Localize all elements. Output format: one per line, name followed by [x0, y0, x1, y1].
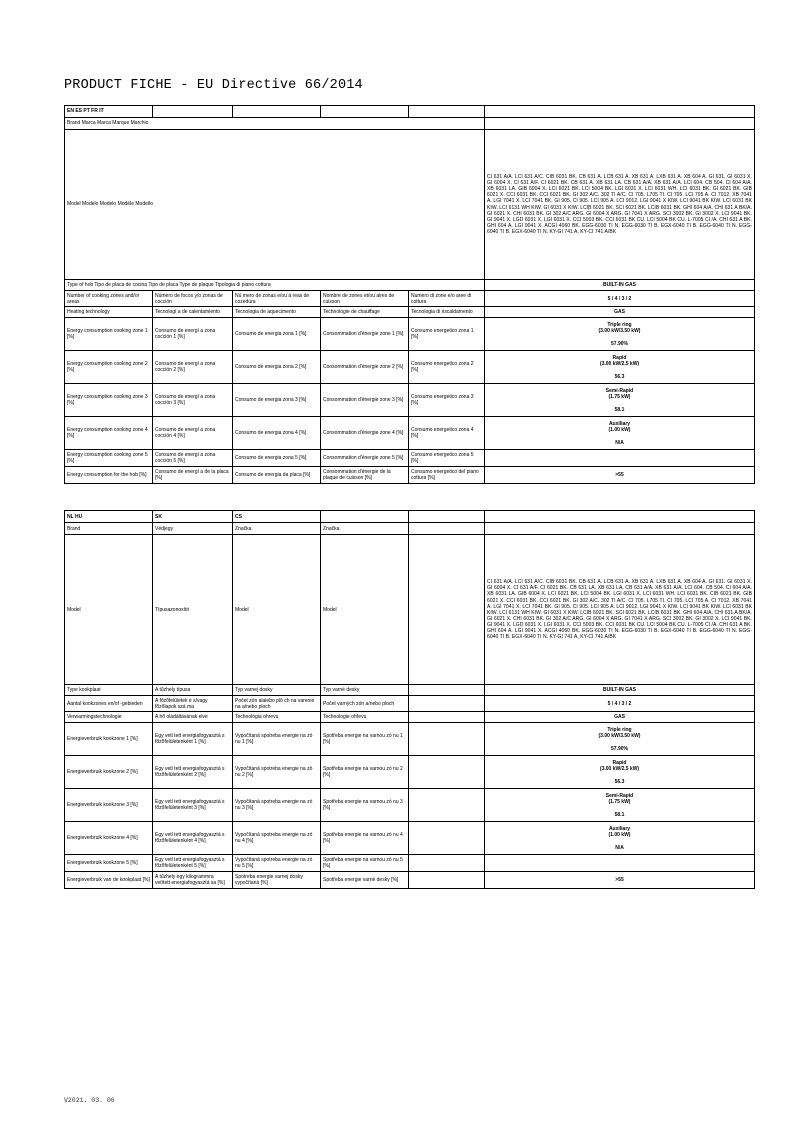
fiche-table-nl-hu-sk-cs	[64, 510, 755, 889]
lang-header-3	[233, 106, 321, 118]
row2-value-zonecount: 5 / 4 / 3 / 2	[485, 696, 755, 712]
row-label-heating-pt: Tecnologia de aquecimento	[233, 307, 321, 318]
document-version: V2021. 03. 06	[64, 1097, 115, 1104]
zone2-efficiency-2: 56.3	[614, 778, 625, 785]
table-header-row	[65, 106, 755, 118]
row-label-zone5-it: Consumo energetico zona 5 [%]	[409, 450, 485, 467]
table-row-hob-type	[65, 280, 755, 291]
row-label-hobtotal-it: Consumo energetico del piano cottura [%]	[409, 467, 485, 484]
row-label-zone1-en: Energy consumption cooking zone 1 [%]	[65, 318, 153, 351]
lang-header-4	[321, 106, 409, 118]
row2-value-zone1	[485, 723, 755, 756]
row2-label-hobtotal-extra	[409, 872, 485, 889]
row2-label-zone2-cs: Spotřeba energie na varnou zó nu 2 [%]	[321, 756, 409, 789]
row2-label-zonecount-hu: A főzőfelületek é s/vagy főzőlapok szá ma	[153, 696, 233, 712]
row2-label-zone4-hu: Egy vetl tett energiafogyasztá s főzőfelületenként 4 [%]	[153, 822, 233, 855]
zone2-burner-power-2: (3.00 kW/2.5 kW)	[599, 765, 640, 772]
zone4-efficiency: N/A	[615, 439, 624, 446]
table2-row-zone-count	[65, 696, 755, 712]
table-row-heating-tech	[65, 307, 755, 318]
row2-label-model-sk: Model	[233, 535, 321, 685]
row-value-heating: GAS	[485, 307, 755, 318]
row2-label-hobtotal-hu: A tűzhely egy kilogrammra vetített energiafogyasztá sa [%]	[153, 872, 233, 889]
row2-label-zone3-hu: Egy vetl tett energiafogyasztá s főzőfelületenként 3 [%]	[153, 789, 233, 822]
row-label-zone3-pt: Consumo de energia zona 3 [%]	[233, 384, 321, 417]
row2-label-zone3-extra	[409, 789, 485, 822]
row-value-zone4	[485, 417, 755, 450]
row2-label-zone2-extra	[409, 756, 485, 789]
row2-value-zone2	[485, 756, 755, 789]
zone1-efficiency-2: 57.90%	[611, 745, 628, 752]
row2-label-zone3-nl: Energieverbruik kookzone 3 [%]	[65, 789, 153, 822]
table-row-zone3	[65, 384, 755, 417]
row2-label-zonecount-nl: Aantal kookzones en/of -gebieden	[65, 696, 153, 712]
row2-label-zone4-cs: Spotřeba energie na varnou zó nu 4 [%]	[321, 822, 409, 855]
table-row-hob-total	[65, 467, 755, 484]
row2-label-brand-extra	[409, 523, 485, 535]
row2-label-hobtype-hu: A tűzhely típusa	[153, 685, 233, 696]
table2-row-zone1	[65, 723, 755, 756]
row2-label-zonecount-extra	[409, 696, 485, 712]
row2-value-heating: GAS	[485, 712, 755, 723]
zone4-burner-name: Auxiliary	[608, 420, 631, 427]
lang2-header-2: SK	[153, 511, 233, 523]
row2-label-brand-sk: Značka	[233, 523, 321, 535]
row2-label-heating-cs: Technologie ohřevu	[321, 712, 409, 723]
zone1-burner-name: Triple ring	[607, 321, 632, 328]
row2-label-model-extra	[409, 535, 485, 685]
row2-label-zone5-nl: Energieverbruik kookzone 5 [%]	[65, 855, 153, 872]
zone3-burner-power: (1.75 kW)	[608, 393, 631, 400]
row-label-zone-count-it: Numero di zone e/o aree di cottura	[409, 291, 485, 307]
row2-value-model-list: CI 631 A/A. LCI 631 A/C. CIB 6031 BK. CB 631 A. LCB 631 A. XB 631 A. LXB 631 A. XB 604 A. GI 631. GI 6031 X. GI 6004 X. CI 631 A/F. CI 6021 BK. CB 631 LA. XB 631 LA. CB 631 A/A. XB 631 A/A. LCI 604. CB 504. CI 604 A/A. XB 6031 LA. GIB 6004 X. LCI 6021 BK. LCI 5004 BK. LGI 6031 X. LCI 6031 WH. LCI 6031 BK. CIB 6021 BK. GIB 6021 X. CCI 6031 BK. CCI 6021 BK. GI 302 A/C. 302 TI A/C. CI 705. L705 TI. CI 705. LCI 705 A. CI 7012. XB 7041 A. LGI 7041 X. LCI 7041 BK. GI 905. CI 905. LCI 905 A. LCI 9012. LGI 9041 X KIW. LCI 9041 BK KIW. LCI 6031 BK KIW. LCI 6131 WH KIW. GI 6031 X KIW. LCIB 6021 BK. SCI 6021 BK. LCIB 6031 BK. GHI 604 A/A. CHI 631 A BK/A. GI 6021 X. CHI 6031 BK. GI 302 A/C ARG. GI 6004 X ARG. GI 7041 X ARG. SCI 3002 BK. GI 3002 X. LCI 9041 BK. GI 9041 X. LGD 6031 X. LGI 6031 X. CCI 5003 BK. CCI 6031 BK CU. LCI 5004 BK CU. L-7005 CI /A. CHI 631 A BK. GHI 604 A. LGI 9041 X. ACGI 4060 BK. EGG-6030 TI N. EGG-6030 TI B. EGX-6040 TI B. EGG-6040 TI N. EGG-6040 TI B. EGX-6040 TI N. KY-GI 741 A, KY-CI 741 A/BK	[485, 535, 755, 685]
row-label-hobtotal-es: Consumo de energí a de la placa [%]	[153, 467, 233, 484]
row2-label-zone1-cs: Spotřeba energie na varnou zó nu 1 [%]	[321, 723, 409, 756]
row-label-zone4-it: Consumo energetico zona 4 [%]	[409, 417, 485, 450]
row-label-zone-count-pt: Nú mero de zonas e/ou á reas de cozedura	[233, 291, 321, 307]
row2-label-zone3-cs: Spotřeba energie na varnou zó nu 3 [%]	[321, 789, 409, 822]
zone4-burner-power: (1.00 kW)	[608, 426, 631, 433]
row2-label-zonecount-cs: Počet varných zón a/nebo ploch	[321, 696, 409, 712]
row-label-heating-fr: Technologie de chauffage	[321, 307, 409, 318]
row-label-zone2-pt: Consumo de energia zona 2 [%]	[233, 351, 321, 384]
row-value-zone-count: 5 / 4 / 3 / 2	[485, 291, 755, 307]
zone4-burner-power-2: (1.00 kW)	[608, 831, 631, 838]
row-label-hobtotal-pt: Consumo de energia da placa [%]	[233, 467, 321, 484]
row2-label-hobtype-cs: Typ varné desky	[321, 685, 409, 696]
row2-label-zone1-nl: Energieverbruik kookzone 1 [%]	[65, 723, 153, 756]
row-label-hobtotal-en: Energy consumption for the hob [%]	[65, 467, 153, 484]
zone3-burner-name-2: Semi-Rapid	[605, 792, 634, 799]
row-label-brand: Brand Marca Marca Marque Marchio	[65, 118, 485, 130]
zone3-burner-power-2: (1.75 kW)	[608, 798, 631, 805]
row-label-zone3-fr: Consommation d'énergie zone 3 [%]	[321, 384, 409, 417]
table2-row-brand	[65, 523, 755, 535]
row2-label-zone5-sk: Vypočítaná spotreba energie na zó nu 5 [%]	[233, 855, 321, 872]
row-label-zone1-it: Consumo energetico zona 1 [%]	[409, 318, 485, 351]
row2-label-zone2-hu: Egy vetl tett energiafogyasztá s főzőfelületenként 2 [%]	[153, 756, 233, 789]
row-label-zone2-en: Energy consumption cooking zone 2 [%]	[65, 351, 153, 384]
table2-row-heating-tech	[65, 712, 755, 723]
row2-value-zone5	[485, 855, 755, 872]
row-label-hobtotal-fr: Consommation d'énergie de la plaque de cuisson [%]	[321, 467, 409, 484]
row2-label-brand-cs: Značka	[321, 523, 409, 535]
table2-row-hob-type	[65, 685, 755, 696]
table2-row-zone5	[65, 855, 755, 872]
row2-label-model-nl: Model	[65, 535, 153, 685]
row2-value-hobtype: BUILT-IN GAS	[485, 685, 755, 696]
row2-label-hobtotal-cs: Spotřeba energie varné desky [%]	[321, 872, 409, 889]
row2-label-hobtype-sk: Typ varnej dosky	[233, 685, 321, 696]
row-label-zone2-fr: Consommation d'énergie zone 2 [%]	[321, 351, 409, 384]
row-label-zone2-es: Consumo de energí a zona cocción 2 [%]	[153, 351, 233, 384]
zone3-efficiency: 58.1	[614, 406, 625, 413]
zone4-burner-name-2: Auxiliary	[608, 825, 631, 832]
row2-label-zone5-extra	[409, 855, 485, 872]
row-label-zone-count-fr: Nombre de zones et/ou aires de cuisson	[321, 291, 409, 307]
row2-label-zone5-hu: Egy vetl tett energiafogyasztá s főzőfelületenként 5 [%]	[153, 855, 233, 872]
row-label-zone5-es: Consumo de energí a zona cocción 5 [%]	[153, 450, 233, 467]
row-value-zone3	[485, 384, 755, 417]
zone1-burner-power-2: (3.00 kW/3.50 kW)	[598, 732, 641, 739]
lang2-header-4	[321, 511, 409, 523]
row-value-hobtotal: >55	[485, 467, 755, 484]
zone2-burner-power: (3.00 kW/2.5 kW)	[599, 360, 640, 367]
table2-row-zone2	[65, 756, 755, 789]
row2-value-hobtotal: >55	[485, 872, 755, 889]
row2-label-zone4-extra	[409, 822, 485, 855]
table2-header-row	[65, 511, 755, 523]
row-value-brand	[485, 118, 755, 130]
row-label-zone4-fr: Consommation d'énergie zone 4 [%]	[321, 417, 409, 450]
row2-label-zone4-sk: Vypočítaná spotreba energie na zó nu 4 [%]	[233, 822, 321, 855]
table2-row-zone4	[65, 822, 755, 855]
row-label-heating-it: Tecnologia di riscaldamento	[409, 307, 485, 318]
row-label-zone4-es: Consumo de energí a zona cocción 4 [%]	[153, 417, 233, 450]
table2-row-model	[65, 535, 755, 685]
zone1-efficiency: 57.90%	[611, 340, 628, 347]
row2-label-zone1-extra	[409, 723, 485, 756]
row2-label-brand-hu: Védjegy	[153, 523, 233, 535]
zone2-burner-name-2: Rapid	[612, 759, 627, 766]
row-label-model: Model Modelo Modelo Modèle Modello	[65, 130, 485, 280]
row-label-zone2-it: Consumo energetico zona 2 [%]	[409, 351, 485, 384]
row-label-zone3-en: Energy consumption cooking zone 3 [%]	[65, 384, 153, 417]
row-label-zone1-pt: Consumo de energia zona 1 [%]	[233, 318, 321, 351]
zone1-burner-power: (3.00 kW/3.50 kW)	[598, 327, 641, 334]
zone2-efficiency: 56.3	[614, 373, 625, 380]
row-label-zone1-fr: Consommation d'énergie zone 1 [%]	[321, 318, 409, 351]
row2-label-model-cs: Model	[321, 535, 409, 685]
row2-label-zone1-sk: Vypočítaná spotreba energie na zó nu 1 [%]	[233, 723, 321, 756]
row-label-zone5-pt: Consumo de energia zona 5 [%]	[233, 450, 321, 467]
table-gap	[64, 484, 754, 510]
row2-label-brand-nl: Brand	[65, 523, 153, 535]
lang-header-5	[409, 106, 485, 118]
lang2-header-5	[409, 511, 485, 523]
zone1-burner-name-2: Triple ring	[607, 726, 632, 733]
row-label-zone1-es: Consumo de energí a zona cocción 1 [%]	[153, 318, 233, 351]
row-value-zone5	[485, 450, 755, 467]
lang2-header-3: CS	[233, 511, 321, 523]
row-value-zone2	[485, 351, 755, 384]
row2-label-hobtotal-sk: Spotreba energie varnej dosky vypočítaná [%]	[233, 872, 321, 889]
row-value-hob-type: BUILT-IN GAS	[485, 280, 755, 291]
row-label-zone3-es: Consumo de energí a zona cocción 3 [%]	[153, 384, 233, 417]
row2-label-zone3-sk: Vypočítaná spotreba energie na zó nu 3 [%]	[233, 789, 321, 822]
lang-header-1: EN ES PT FR IT	[65, 106, 153, 118]
row2-label-zonecount-sk: Počet zón alalebo plô ch na varenie na a/nebo ploch	[233, 696, 321, 712]
row2-label-heating-sk: Technológia ohrevu	[233, 712, 321, 723]
lang2-header-1: NL HU	[65, 511, 153, 523]
row-value-model-list: CI 631 A/A. LCI 631 A/C. CIB 6031 BK. CB 631 A. LCB 631 A. XB 631 A. LXB 631 A. XB 604 A. GI 631. GI 6031 X. GI 6004 X. CI 631 A/F. CI 6021 BK. CB 631 A. XB 631 LA. CB 631 A/A. XB 631 A/A. LCI 604. CB 504. CI 604 A/A. XB 6031 LA. GIB 6004 X. LCI 6021 BK. LCI 5004 BK. LGI 6031 X. LCI 6031 WH. LCI 6031 BK. GI 6021 BK. GIB 6021 X. CCI 6031 BK. CCI 6021 BK. GI 302 A/C. 302 TI A/C. CI 705. L705 TI. CI 705. LCI 705 A. CI 7012. XB 7041 A. LGI 7041 X. LCI 7041 BK. GI 905. CI 905. LCI 905 A. LCI 9012. LGI 9041 X KIW. LCI 9041 BK KIW. LCI 6031 BK KIW. LCI 6131 WH KIW. GI 6031 X KIW. LCIB 6021 BK. SCI 6021 BK. LCIB 6031 BK. GHI 604 A/A. CHI 631 A BK/A. GI 6021 X. CHI 6031 BK. GI 302 A/C ARG. GI 6004 X ARG. GI 7041 X ARG. SCI 3002 BK. GI 3002 X. LCI 9041 BK. GI 9041 X. LGD 6031 X. LGI 6031 X. CCI 5003 BK. CCI 6031 BK CU. LCI 5004 BK CU. L-7005 CI /A. CHI 631 A BK. GHI 604 A. LGI 9041 X. ACGI 4060 BK. EGG-6030 TI N. EGG-6030 TI B. EGX-6040 TI B. EGG-6040 TI N. EGG-6040 TI B. EGX-6040 TI N. KY-GI 741 A, KY-CI 741 A/BK	[485, 130, 755, 280]
lang-header-6	[485, 106, 755, 118]
row2-label-heating-extra	[409, 712, 485, 723]
row2-label-hobtype-nl: Type kookplaat	[65, 685, 153, 696]
row-value-zone1	[485, 318, 755, 351]
table-row-zone5	[65, 450, 755, 467]
zone4-efficiency-2: N/A	[615, 844, 624, 851]
fiche-table-en-es-pt-fr-it	[64, 105, 755, 484]
row-label-zone-count-es: Número de focos y/o zonas de cocción	[153, 291, 233, 307]
row-label-heating-en: Heating technology	[65, 307, 153, 318]
zone3-efficiency-2: 58.1	[614, 811, 625, 818]
row2-label-zone5-cs: Spotřeba energie na varnou zó nu 5 [%]	[321, 855, 409, 872]
table2-row-hob-total	[65, 872, 755, 889]
zone2-burner-name: Rapid	[612, 354, 627, 361]
row2-label-zone4-nl: Energieverbruik kookzone 4 [%]	[65, 822, 153, 855]
row-label-zone-count-en: Number of cooking zones and/or areas	[65, 291, 153, 307]
page-title: PRODUCT FICHE - EU Directive 66/2014	[64, 78, 363, 93]
row2-label-heating-nl: Verwarmingstechnologie	[65, 712, 153, 723]
row-label-zone3-it: Consumo energetico zona 3 [%]	[409, 384, 485, 417]
table-row-zone1	[65, 318, 755, 351]
row-label-zone4-en: Energy consumption cooking zone 4 [%]	[65, 417, 153, 450]
row-label-zone4-pt: Consumo de energia zona 4 [%]	[233, 417, 321, 450]
zone3-burner-name: Semi-Rapid	[605, 387, 634, 394]
table-row-zone2	[65, 351, 755, 384]
row-label-zone5-en: Energy consumption cooking zone 5 [%]	[65, 450, 153, 467]
row2-label-zone1-hu: Egy vetl tett energiafogyasztá s főzőfelületenként 1 [%]	[153, 723, 233, 756]
row2-label-hobtype-extra	[409, 685, 485, 696]
row-label-heating-es: Tecnologí a de calentamiento	[153, 307, 233, 318]
table-row-model	[65, 130, 755, 280]
row2-value-zone4	[485, 822, 755, 855]
row2-value-zone3	[485, 789, 755, 822]
lang-header-2	[153, 106, 233, 118]
table-row-zone-count	[65, 291, 755, 307]
row2-value-brand	[485, 523, 755, 535]
row2-label-hobtotal-nl: Energieverbruik van de kookplaat [%]	[65, 872, 153, 889]
row2-label-heating-hu: A hő oládáltásának elve	[153, 712, 233, 723]
table-row-brand	[65, 118, 755, 130]
row-label-zone5-fr: Consommation d'énergie zone 5 [%]	[321, 450, 409, 467]
lang2-header-6	[485, 511, 755, 523]
table2-row-zone3	[65, 789, 755, 822]
table-row-zone4	[65, 417, 755, 450]
row2-label-model-hu: Típusazonosító	[153, 535, 233, 685]
row2-label-zone2-nl: Energieverbruik kookzone 2 [%]	[65, 756, 153, 789]
row-label-hob-type: Type of hob Tipo de placa de cocina Tipo de placa Type de plaque Tipologia di piano cottura	[65, 280, 485, 291]
row2-label-zone2-sk: Vypočítaná spotreba energie na zó nu 2 [%]	[233, 756, 321, 789]
